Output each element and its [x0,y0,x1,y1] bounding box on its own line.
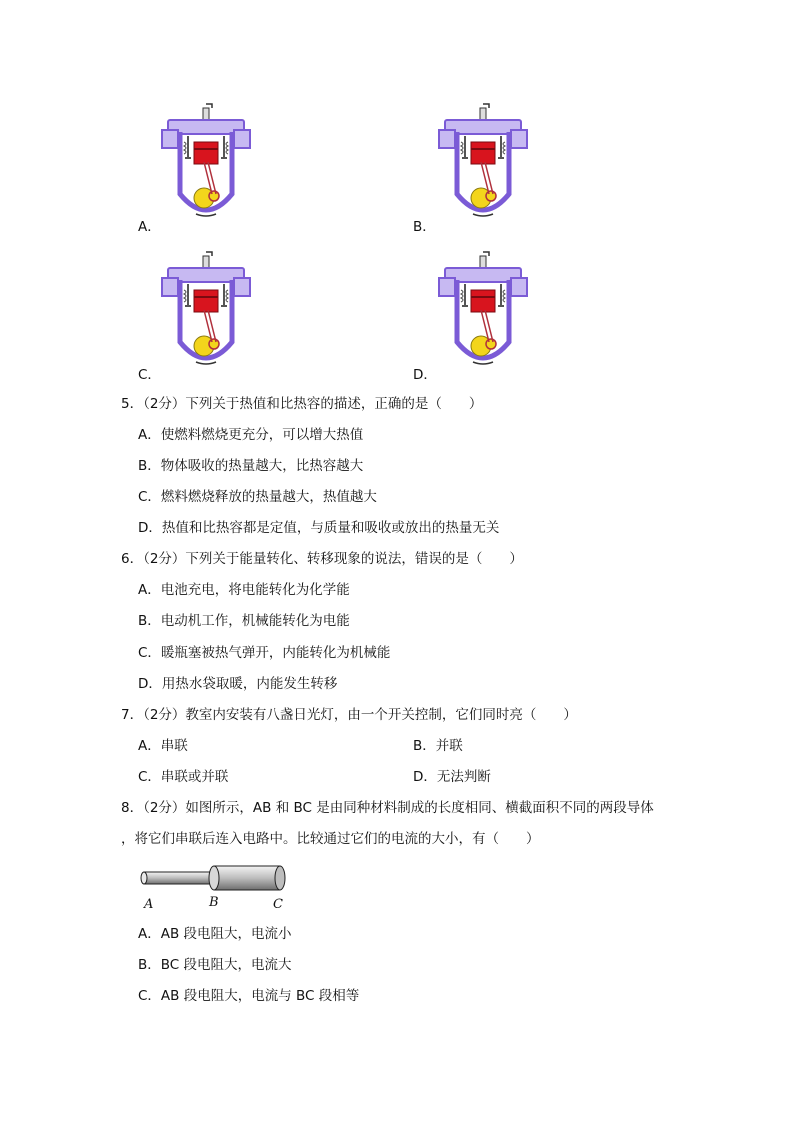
q5-option-d: D．热值和比热容都是定值，与质量和吸收或放出的热量无关 [138,520,500,536]
q5-option-c: C．燃料燃烧释放的热量越大，热值越大 [138,489,377,505]
q7-option-a: A．串联 [138,738,188,754]
engine-d-icon [435,250,531,376]
q8-stem-line2: ，将它们串联后连入电路中。比较通过它们的电流的大小，有（ ） [121,831,540,847]
q7-option-b: B．并联 [413,738,463,754]
q7-stem: 7．（2分）教室内安装有八盏日光灯，由一个开关控制，它们同时亮（ ） [121,707,577,723]
option-a-label: A． [138,219,161,235]
conductor-icon [138,862,288,896]
engine-diagram-d [435,250,531,376]
option-c-label: C． [138,367,161,383]
wire-label-b: B [209,895,219,910]
engine-c-icon [158,250,254,376]
wire-label-c: C [273,897,283,912]
q6-option-a: A．电池充电，将电能转化为化学能 [138,582,350,598]
q5-stem: 5．（2分）下列关于热值和比热容的描述，正确的是（ ） [121,396,483,412]
q8-option-b: B．BC 段电阻大，电流大 [138,957,292,973]
q7-option-c: C．串联或并联 [138,769,229,785]
engine-a-icon [158,102,254,228]
engine-diagram-c [158,250,254,376]
q6-option-d: D．用热水袋取暖，内能发生转移 [138,676,338,692]
q5-option-b: B．物体吸收的热量越大，比热容越大 [138,458,364,474]
option-d-label: D． [413,367,437,383]
option-b-label: B． [413,219,436,235]
engine-b-icon [435,102,531,228]
q6-option-c: C．暖瓶塞被热气弹开，内能转化为机械能 [138,645,391,661]
q6-stem: 6．（2分）下列关于能量转化、转移现象的说法，错误的是（ ） [121,551,523,567]
q8-option-a: A．AB 段电阻大，电流小 [138,926,292,942]
engine-diagram-b [435,102,531,228]
q8-stem-line1: 8．（2分）如图所示，AB 和 BC 是由同种材料制成的长度相同、横截面积不同的两段导体 [121,800,654,816]
wire-label-a: A [144,897,154,912]
q8-option-c: C．AB 段电阻大，电流与 BC 段相等 [138,988,360,1004]
q7-option-d: D．无法判断 [413,769,491,785]
engine-diagram-a [158,102,254,228]
q6-option-b: B．电动机工作，机械能转化为电能 [138,613,350,629]
q5-option-a: A．使燃料燃烧更充分，可以增大热值 [138,427,364,443]
